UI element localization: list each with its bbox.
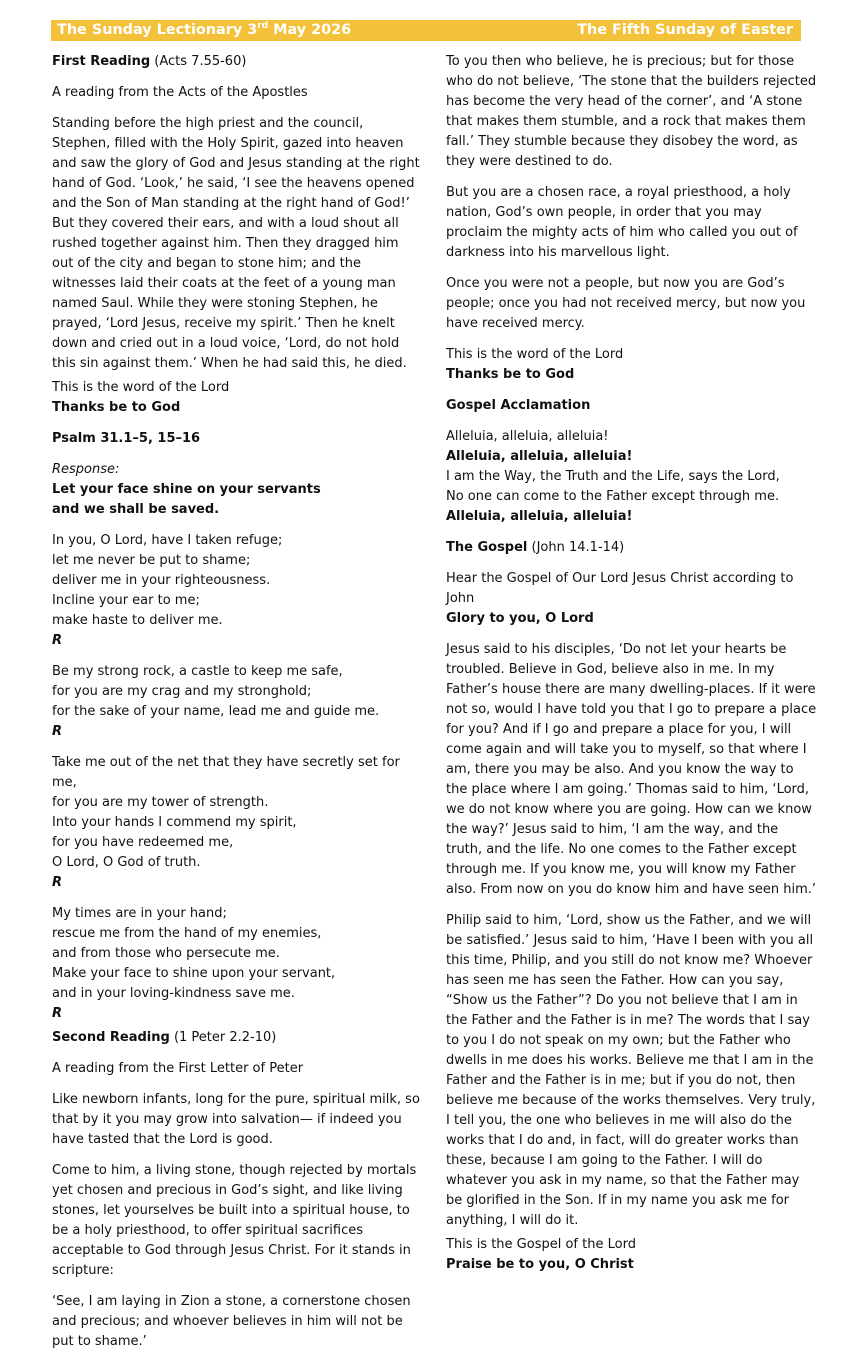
first-reading-text: Standing before the high priest and the council, Stephen, filled with the Holy Spirit, gazed into heaven and saw the glory of God and Jesus standing at the right hand of God. ‘Look,’ he said, ‘I see the heavens opened and the Son of Man standing at the right hand of God!’ But they covered their ears, and with a loud shout all rushed together against him. Then they dragged him out of the city and began to stone him; and the witnesses laid their coats at the feet of a young man named Saul. While they were stoning Stephen, he prayed, ‘Lord Jesus, receive my spirit.’ Then he knelt down and cried out in a loud voice, ‘Lord, do not hold this sin against them.’ When he had said this, he died. [52, 116, 420, 371]
psalm-stanza: Take me out of the net that they have secretly set for me, for you are my tower of strength. Into your hands I commend my spirit, for you have redeemed me, O Lord, O God of truth. R [52, 755, 400, 890]
page-header-bar [51, 20, 801, 41]
gospel-heading: The Gospel (John 14.1-14) [446, 540, 625, 555]
response-marker: R [52, 724, 63, 739]
psalm-stanza: In you, O Lord, have I taken refuge; let me never be put to shame; deliver me in your righteousness. Incline your ear to me; make haste to deliver me. R [52, 533, 283, 648]
first-reading-heading: First Reading (Acts 7.55-60) [52, 54, 247, 69]
gospel-paragraph: Philip said to him, ‘Lord, show us the Father, and we will be satisfied.’ Jesus said to him, ‘Have I been with you all this time, Philip, and you still do not know me? Whoever has seen me has seen the Father. How can you say, “Show us the Father”? Do you not believe that I am in the Father and the Father is in me? The words that I say to you I do not speak on my own; but the Father who dwells in me does his works. Believe me that I am in the Father and the Father is in me; but if you do not, then believe me because of the works themselves. Very truly, I tell you, the one who believes in me will also do the works that I do and, in fact, will do greater works than these, because I am going to the Father. I will do whatever you ask in my name, so that the Father may be glorified in the Son. If in my name you ask me for anything, I will do it. [446, 913, 816, 1228]
second-reading-heading: Second Reading (1 Peter 2.2-10) [52, 1030, 277, 1045]
second-reading-paragraph: But you are a chosen race, a royal priesthood, a holy nation, God’s own people, in order that you may proclaim the mighty acts of him who called you out of darkness into his marvellous light. [446, 185, 798, 260]
psalm-response: Response: Let your face shine on your servants and we shall be saved. [52, 462, 321, 517]
gospel-paragraph: Jesus said to his disciples, ‘Do not let your hearts be troubled. Believe in God, believe also in me. In my Father’s house there are many dwelling-places. If it were not so, would I have told you that I go to prepare a place for you? And if I go and prepare a place for you, I will come again and will take you to myself, so that where I am, there you may be also. And you know the way to the place where I am going.’ Thomas said to him, ‘Lord, we do not know where you are going. How can we know the way?’ Jesus said to him, ‘I am the way, and the truth, and the life. No one comes to the Father except through me. If you know me, you will know my Father also. From now on you do know him and have seen him.’ [446, 642, 817, 897]
acclamation-text: Alleluia, alleluia, alleluia! Alleluia, alleluia, alleluia! I am the Way, the Truth and the Life, says the Lord, No one can come to the Father except through me. Alleluia, alleluia, alleluia! [446, 429, 780, 524]
response-marker: R [52, 633, 63, 648]
response-marker: R [52, 1006, 63, 1021]
second-reading-close: This is the word of the Lord Thanks be to God [446, 347, 624, 382]
second-reading-paragraph: Come to him, a living stone, though rejected by mortals yet chosen and precious in God’s sight, and like living stones, let yourselves be built into a spiritual house, to be a holy priesthood, to offer spiritual sacrifices acceptable to God through Jesus Christ. For it stands in scripture: [52, 1163, 417, 1278]
right-column [446, 52, 818, 1286]
second-reading-paragraph: ‘See, I am laying in Zion a stone, a cornerstone chosen and precious; and whoever believes in him will not be put to shame.’ [52, 1294, 411, 1349]
header-left-title: The Sunday Lectionary 3rd May 2026 [57, 21, 352, 38]
response-marker: R [52, 875, 63, 890]
header-right-title: The Fifth Sunday of Easter [577, 22, 793, 38]
acclamation-heading: Gospel Acclamation [446, 398, 591, 413]
gospel-intro: Hear the Gospel of Our Lord Jesus Christ according to John Glory to you, O Lord [446, 571, 794, 626]
psalm-stanza: My times are in your hand; rescue me from the hand of my enemies, and from those who persecute me. Make your face to shine upon your servant, and in your loving-kindness save me. R [52, 906, 336, 1021]
psalm-heading: Psalm 31.1–5, 15–16 [52, 431, 201, 446]
second-reading-paragraph: Once you were not a people, but now you are God’s people; once you had not received mercy, but now you have received mercy. [446, 276, 806, 331]
second-reading-paragraph: Like newborn infants, long for the pure, spiritual milk, so that by it you may grow into salvation— if indeed you have tasted that the Lord is good. [52, 1092, 420, 1147]
gospel-close: This is the Gospel of the Lord Praise be to you, O Christ [446, 1237, 636, 1272]
psalm-stanza: Be my strong rock, a castle to keep me safe, for you are my crag and my stronghold; for the sake of your name, lead me and guide me. R [52, 664, 380, 739]
second-reading-paragraph: To you then who believe, he is precious; but for those who do not believe, ‘The stone that the builders rejected has become the very head of the corner’, and ‘A stone that makes them stumble, and a rock that makes them fall.’ They stumble because they disobey the word, as they were destined to do. [446, 54, 817, 169]
second-reading-intro: A reading from the First Letter of Peter [52, 1061, 304, 1076]
left-column [52, 52, 420, 1363]
first-reading-intro: A reading from the Acts of the Apostles [52, 85, 308, 100]
first-reading-close: This is the word of the Lord Thanks be to God [52, 380, 230, 415]
